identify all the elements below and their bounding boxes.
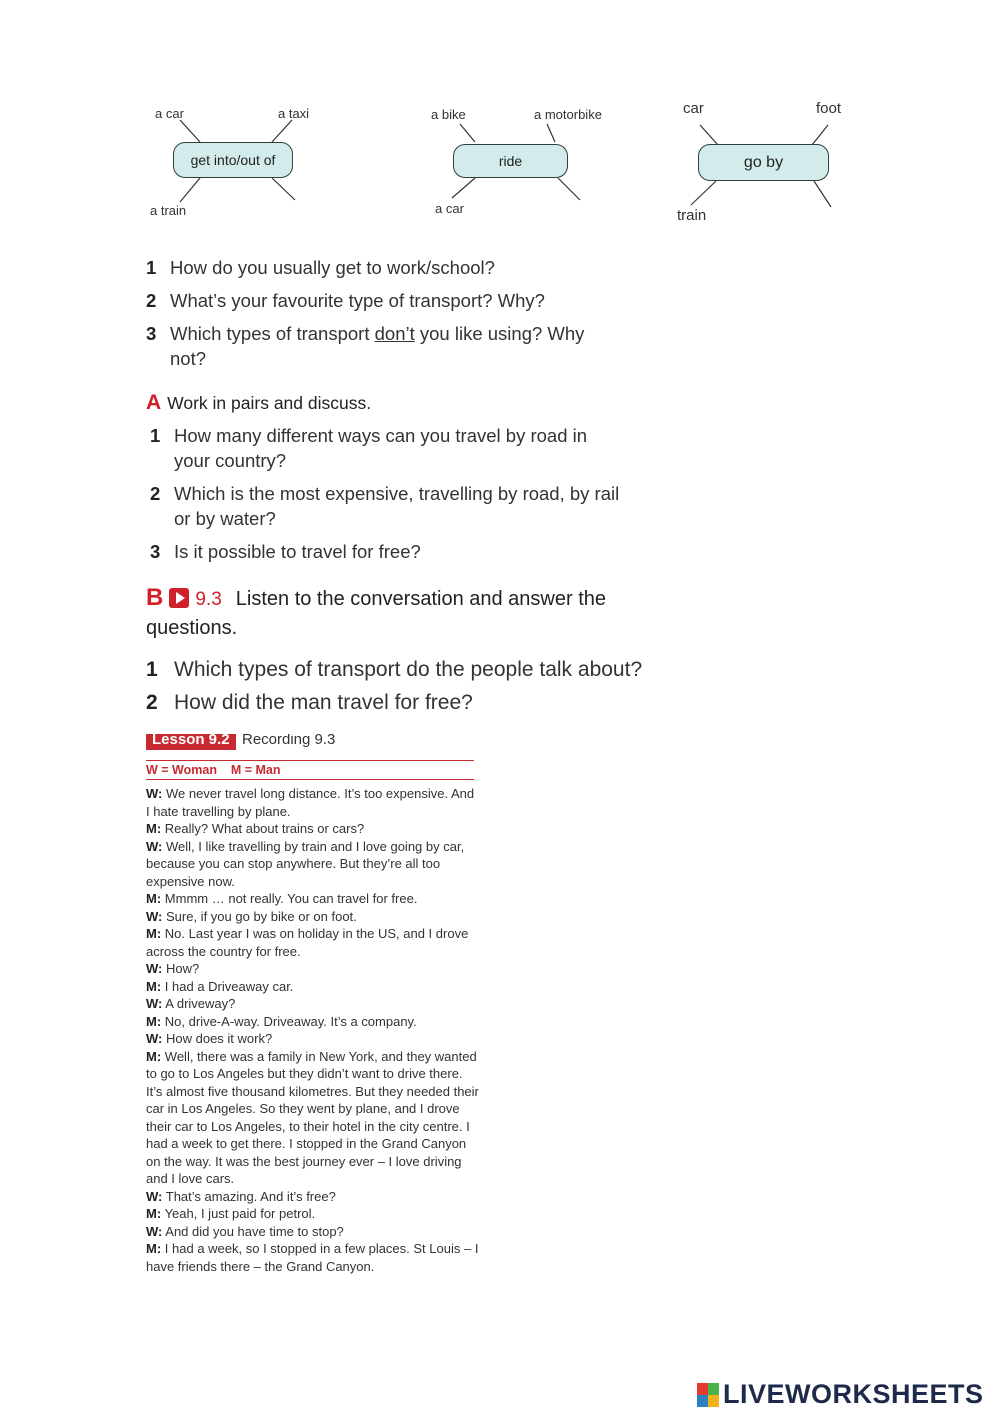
diagram-label: foot (816, 100, 842, 117)
list-item (150, 539, 620, 564)
collocation-diagram-ride (430, 100, 620, 225)
list-item (146, 655, 706, 685)
question-number: 2 (146, 691, 158, 714)
speaker-label: W: (146, 1031, 163, 1046)
list-item (150, 481, 620, 531)
recording-label: Recording 9.3 (242, 734, 336, 748)
diagram-label: a taxi (278, 106, 310, 121)
section-a-heading (146, 391, 371, 415)
diagram-label: a bike (431, 107, 466, 122)
question-number: 1 (150, 425, 161, 446)
speech-text: We never travel long distance. It’s too expensive. And I hate travelling by plane. (146, 786, 475, 819)
speech-text: I had a week, so I stopped in a few places. St Louis – I have friends there – the Grand Canyon. (146, 1241, 479, 1274)
speech-text: No, drive-A-way. Driveaway. It’s a company. (164, 1013, 417, 1029)
speech-text: How does it work? (166, 1031, 273, 1046)
transcript-line (146, 908, 481, 926)
transcript-line (146, 785, 481, 820)
collocation-diagram-get-into (150, 100, 350, 225)
transcript-line (146, 1188, 481, 1206)
speaker-label: M: (146, 1013, 162, 1029)
speaker-label: W: (146, 838, 163, 854)
speech-text: A driveway? (165, 996, 236, 1011)
section-instruction: Listen to the conversation and answer the questions. (146, 588, 606, 639)
speaker-label: W: (146, 786, 163, 801)
transcript-line (146, 960, 481, 978)
section-b-heading (146, 583, 666, 643)
transcript-line (146, 1013, 481, 1031)
question-number: 1 (146, 658, 158, 681)
speaker-label: M: (146, 926, 162, 941)
diagram-center-label: ride (453, 144, 568, 178)
transcript-line (146, 1240, 481, 1275)
diagram-label: a motorbike (534, 107, 602, 122)
speech-text: Yeah, I just paid for petrol. (164, 1206, 316, 1221)
section-letter: A (146, 391, 162, 414)
diagram-label: a train (150, 203, 187, 218)
transcript-line (146, 925, 481, 960)
speaker-label: W: (146, 1223, 163, 1239)
transcript-body (146, 785, 481, 1275)
speech-text: How? (166, 961, 200, 976)
section-letter: B (146, 584, 164, 611)
underlined-word: don’t (374, 323, 415, 344)
question-text-part: Which types of transport (170, 323, 375, 344)
collocation-diagram-go-by (676, 95, 856, 230)
question-text: Which is the most expensive, travelling by road, by rail or by water? (174, 483, 620, 529)
speaker-label: W: (146, 908, 163, 924)
question-text (170, 321, 596, 371)
transcript-line (146, 1048, 481, 1188)
speech-text: No. Last year I was on holiday in the US, and I drove across the country for free. (146, 926, 469, 959)
speaker-label: M: (146, 1048, 162, 1064)
question-text: How did the man travel for free? (174, 691, 473, 714)
speech-text: Really? What about trains or cars? (164, 821, 365, 836)
question-number: 2 (146, 290, 157, 311)
speech-text: Sure, if you go by bike or on foot. (166, 908, 357, 924)
speaker-label: M: (146, 1206, 162, 1221)
lesson-tag: Lesson 9.2 (146, 734, 236, 750)
speaker-label: W: (146, 961, 163, 976)
warmup-questions (146, 255, 596, 379)
speaker-label: W: (146, 996, 163, 1011)
transcript-line (146, 978, 481, 996)
question-text-part: you like using? Why not? (170, 323, 585, 369)
question-number: 2 (150, 483, 161, 504)
question-number: 1 (146, 257, 157, 278)
speech-text: Mmmm … not really. You can travel for free. (164, 891, 418, 906)
transcript-line (146, 820, 481, 838)
section-instruction: Work in pairs and discuss. (167, 393, 372, 413)
section-b-questions (146, 655, 706, 721)
question-number: 3 (146, 323, 157, 344)
list-item (146, 255, 596, 280)
speaker-label: M: (146, 1241, 162, 1256)
divider (146, 779, 474, 780)
transcript-line (146, 1223, 481, 1241)
speech-text: Well, there was a family in New York, and they wanted to go to Los Angeles but they didn’t want to drive there. It’s almost five thousand kilometres. But they needed their car in Los Angeles. So they went by plane, and I drove their car to Los Angeles, to their hotel in the city centre. I had a week to get there. I stopped in the Grand Canyon on the way. It was the best journey ever – I love driving and I love cars. (146, 1048, 479, 1186)
speech-text: I had a Driveaway car. (164, 978, 294, 994)
transcript-line (146, 838, 481, 891)
diagram-label: train (677, 207, 707, 224)
speech-text: That’s amazing. And it’s free? (165, 1188, 336, 1204)
diagram-label: car (683, 100, 704, 117)
question-number: 3 (150, 541, 161, 562)
speaker-label: M: (146, 891, 162, 906)
diagram-label: a car (155, 106, 184, 121)
play-audio-icon[interactable] (169, 588, 189, 608)
logo-text: LIVEWORKSHEETS (723, 1379, 984, 1409)
speaker-label: M: (146, 821, 162, 836)
speech-text: Well, I like travelling by train and I love going by car, because you can stop anywhere. But they’re all too expensive now. (146, 838, 465, 889)
speaker-label: M: (146, 978, 162, 994)
section-a-questions (150, 423, 620, 572)
divider (146, 760, 474, 761)
transcript-header (146, 734, 474, 750)
transcript-line (146, 995, 481, 1013)
question-text: How do you usually get to work/school? (170, 257, 495, 278)
speaker-label: W: (146, 1188, 163, 1204)
transcript-line (146, 1030, 481, 1048)
transcript-line (146, 890, 481, 908)
track-number: 9.3 (195, 589, 222, 610)
question-text: Which types of transport do the people talk about? (174, 658, 643, 681)
diagram-label: a car (435, 201, 464, 216)
diagram-center-label: go by (698, 144, 829, 181)
question-text: What’s your favourite type of transport? Why? (170, 290, 545, 311)
liveworksheets-logo (697, 1379, 984, 1410)
speech-text: And did you have time to stop? (165, 1223, 344, 1239)
logo-mark-icon (697, 1383, 719, 1407)
list-item (146, 321, 596, 371)
list-item (146, 288, 596, 313)
question-text: How many different ways can you travel by road in your country? (174, 425, 588, 471)
list-item (150, 423, 620, 473)
speaker-key: W = Woman M = Man (146, 763, 281, 777)
list-item (146, 688, 706, 718)
transcript-line (146, 1205, 481, 1223)
question-text: Is it possible to travel for free? (174, 541, 421, 562)
diagram-center-label: get into/out of (173, 142, 293, 178)
